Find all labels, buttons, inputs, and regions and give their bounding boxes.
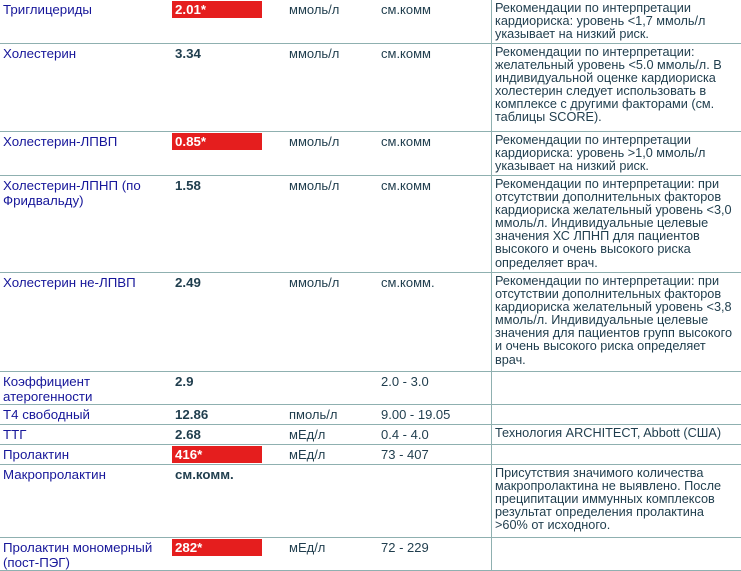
reference-range: 0.4 - 4.0 [381,427,429,442]
unit-cell: мЕд/л [289,447,326,462]
result-value: 12.86 [175,407,209,422]
reference-range: см.комм [381,46,431,61]
result-value-flagged: 416* [172,446,262,463]
result-value-flagged: 0.85* [172,133,262,150]
result-value: 2.49 [175,275,201,290]
comment-cell: Рекомендации по интерпретации кардиориска: уровень <1,7 ммоль/л указывает на низкий риск. [491,0,737,43]
result-value-flagged: 2.01* [172,1,262,18]
comment-cell: Рекомендации по интерпретации: при отсутствии дополнительных факторов кардиориска желательный уровень <3,0 ммоль/л. Индивидуальные целевые значения ХС ЛПНП для пациентов высокого и очень высокого риска определяет врач. [491,176,737,272]
unit-cell: ммоль/л [289,46,340,61]
comment-cell: Рекомендации по интерпретации: желательный уровень <5.0 ммоль/л. В индивидуальной оценке кардиориска холестерин следует использовать в комплексе с другими факторами (см. таблицы SCORE). [491,44,737,131]
reference-range: 2.0 - 3.0 [381,374,429,389]
table-row [0,425,741,445]
comment-cell [491,538,737,570]
table-row [0,465,741,538]
test-name: Пролактин [3,447,70,462]
table-row [0,176,741,273]
comment-cell [491,445,737,464]
result-value: 2.68 [175,427,201,442]
reference-range: 73 - 407 [381,447,429,462]
reference-range: см.комм [381,134,431,149]
test-name: Холестерин-ЛПНП (по Фридвальду) [3,178,141,208]
test-name: Макропролактин [3,467,106,482]
table-row [0,44,741,132]
result-value: 2.9 [175,374,194,389]
result-value-flagged: 282* [172,539,262,556]
test-name: Т4 свободный [3,407,90,422]
test-name: Холестерин [3,46,77,61]
reference-range: 9.00 - 19.05 [381,407,451,422]
unit-cell: мЕд/л [289,427,326,442]
unit-cell: ммоль/л [289,134,340,149]
reference-range: см.комм [381,178,431,193]
test-name: Холестерин не-ЛПВП [3,275,136,290]
table-row [0,538,741,571]
table-row [0,372,741,405]
unit-cell: ммоль/л [289,275,340,290]
reference-range: 72 - 229 [381,540,429,555]
reference-range: см.комм. [381,275,435,290]
table-row [0,273,741,372]
unit-cell: ммоль/л [289,178,340,193]
result-value: 3.34 [175,46,201,61]
table-row [0,445,741,465]
test-name: Триглицериды [3,2,92,17]
test-name: Холестерин-ЛПВП [3,134,118,149]
test-name: ТТГ [3,427,27,442]
unit-cell: ммоль/л [289,2,340,17]
unit-cell [289,465,369,467]
test-name: Пролактин мономерный (пост-ПЭГ) [3,540,153,570]
table-row [0,0,741,44]
result-value: см.комм. [175,467,234,482]
comment-cell: Рекомендации по интерпретации: при отсутствии дополнительных факторов кардиориска желательный уровень <3,8 ммоль/л. Индивидуальные целевые значения для пациентов групп высокого и очень высокого риска определяет врач. [491,273,737,371]
unit-cell [289,372,369,374]
comment-cell: Рекомендации по интерпретации кардиориска: уровень >1,0 ммоль/л указывает на низкий риск. [491,132,737,175]
unit-cell: мЕд/л [289,540,326,555]
comment-cell [491,405,737,424]
test-name: Коэффициент атерогенности [3,374,93,404]
reference-range [381,465,481,467]
unit-cell: пмоль/л [289,407,338,422]
table-row [0,132,741,176]
comment-cell [491,372,737,404]
comment-cell: Присутствия значимого количества макропролактина не выявлено. После преципитации иммунных комплексов результат определения пролактина >60% от исходного. [491,465,737,537]
result-value: 1.58 [175,178,201,193]
table-row [0,405,741,425]
comment-cell: Технология ARCHITECT, Abbott (США) [491,425,737,444]
reference-range: см.комм [381,2,431,17]
